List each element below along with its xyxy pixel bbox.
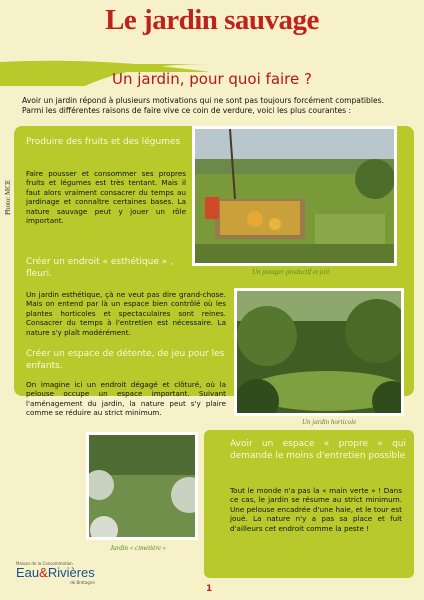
potager-illustration [195,129,397,266]
section-heading-esthetique: Créer un endroit « esthétique » , fleuri. [26,257,173,279]
section-text-fruits: Faire pousser et consommer ses propres fruits et légumes est très tentant. Mais il faut alors vraiment consacrer du temps au jardinage et connaître certaines bases. La nature sauvage peut y jouer un rôle important. [26,169,186,226]
page-title: Le jardin sauvage [105,4,319,36]
logo-ampersand: & [39,565,48,580]
section-text-esthetique: Un jardin esthétique, çà ne veut pas dire grand-chose. Mais on entend par là un espace bien contrôlé où les plantes horticoles et spectaculaires sont reines. Consacrer du temps à l'entretien est nécessaire. La nature s'y plaît modérément. [26,290,226,337]
page-number: 1 [206,584,213,594]
caption-potager: Un potager productif et joli [252,268,330,276]
section-text-detente: On imagine ici un endroit dégagé et clôturé, où la pelouse occupe un espace important. Suivant l'aménagement du jardin, la nature peut s'y plaire comme se réduire au strict minimum. [26,380,226,418]
logo-name [16,566,95,580]
section-text-propre: Tout le monde n'a pas la « main verte » ! Dans ce cas, le jardin se résume au strict minimum. Une pelouse encadrée d'une haie, et le tour est joué. La nature n'y a pas sa place et fuit d'ailleurs cet endroit comme la peste ! [230,486,402,533]
section-heading-detente: Créer un espace de détente, de jeu pour les enfants. [26,349,225,371]
logo-sub: de Bretagne [70,580,95,585]
logo-name-left: Eau [16,565,40,580]
cimetiere-illustration [89,435,198,540]
logo-name-right: Rivières [47,565,95,580]
page-subtitle: Un jardin, pour quoi faire ? [112,70,312,88]
horticole-illustration [237,291,404,416]
logo-small-line: Maison de la Consommation [16,561,73,566]
caption-cimetiere: Jardin « cimetière » [110,544,167,552]
photo-credit: Photo: MCE [4,179,12,215]
caption-horticole: Un jardin horticole [302,418,357,426]
eau-rivieres-logo [16,561,95,585]
intro-text: Avoir un jardin répond à plusieurs motivations qui ne sont pas toujours forcément compatibles. Parmi les différentes raisons de faire vive ce coin de verdure, voici les plus courantes : [22,96,385,115]
photo-potager [192,126,397,266]
section-heading-fruits: Produire des fruits et des légumes [26,137,181,147]
photo-cimetiere [86,432,198,540]
section-heading-propre: Avoir un espace « propre » qui demande le moins d'entretien possible [230,439,406,461]
photo-horticole [234,288,404,416]
